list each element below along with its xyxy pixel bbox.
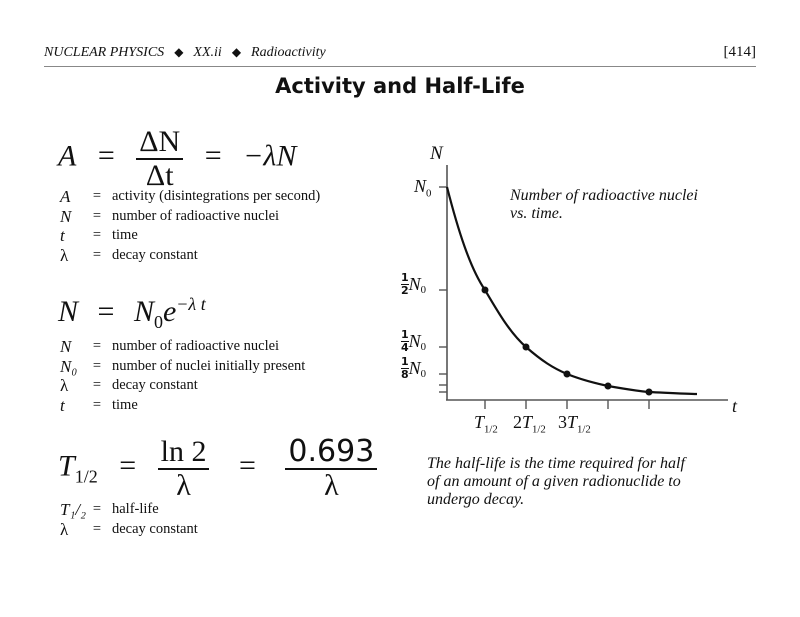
eq-lhs: A — [58, 139, 77, 173]
def-eq: = — [92, 501, 102, 517]
def-eq: = — [92, 188, 102, 204]
def-text: time — [112, 396, 138, 413]
data-points — [482, 287, 653, 396]
def-text: half-life — [112, 501, 159, 517]
tick-symbol: N — [414, 176, 427, 196]
def-symbol: N — [60, 337, 72, 356]
caption-line: of an amount of a given radionuclide to — [427, 473, 681, 490]
tick-fraction — [401, 356, 409, 380]
x-axis-label: t — [732, 396, 738, 416]
breadcrumb-subsection: XX.ii — [193, 45, 222, 60]
tick-symbol: T — [522, 412, 533, 432]
def-text: decay constant — [112, 246, 198, 263]
tick-fraction — [401, 272, 409, 296]
tick-sub: 0 — [420, 368, 427, 381]
eq-denominator: λ — [176, 468, 191, 502]
tick-symbol: N — [408, 357, 421, 378]
page-number: [414] — [723, 44, 756, 60]
tick-den: 4 — [401, 340, 409, 354]
eq-denominator: λ — [324, 468, 339, 502]
eq-lhs: T — [58, 449, 75, 483]
eq-equals: = — [97, 139, 115, 173]
eq-e: e — [162, 295, 177, 328]
def-eq: = — [92, 207, 102, 224]
x-ticks — [485, 400, 649, 409]
breadcrumb-topic: Radioactivity — [251, 45, 326, 60]
def-symbol: T₁/₂ — [60, 500, 86, 519]
tick-symbol: T — [567, 412, 578, 432]
def-symbol: λ — [60, 519, 69, 539]
eq-numerator: ΔN — [136, 126, 183, 160]
eq-lhs: N — [58, 295, 79, 328]
eq-base: N — [133, 295, 154, 328]
def-symbol: N₀ — [60, 356, 78, 376]
eq-exponent: −λ t — [176, 294, 206, 314]
tick-den: 2 — [401, 283, 409, 297]
tick-sub: 0 — [426, 187, 432, 200]
eq-lhs-sub: 1/2 — [74, 466, 98, 487]
tick-sub: 0 — [420, 341, 427, 354]
tick-num: 1 — [401, 355, 409, 368]
def-symbol: λ — [60, 376, 69, 395]
def-eq: = — [92, 338, 102, 354]
y-tick-label-n0 — [414, 176, 431, 200]
def-text: number of nuclei initially present — [112, 357, 306, 374]
tick-sub: 1/2 — [577, 423, 591, 436]
tick-symbol: N — [408, 330, 421, 351]
x-tick-label-1 — [474, 412, 498, 436]
tick-symbol: T — [474, 412, 485, 432]
def-symbol: t — [60, 226, 65, 245]
eq-numerator: 0.693 — [285, 436, 377, 470]
eq-equals: = — [204, 139, 222, 173]
tick-coef: 2 — [513, 412, 522, 432]
def-text: number of radioactive nuclei — [112, 338, 280, 354]
y-tick-label-eighth — [401, 356, 426, 380]
tick-sub: 0 — [420, 284, 427, 297]
tick-symbol: N — [408, 273, 421, 294]
def-text: activity (disintegrations per second) — [112, 188, 321, 204]
tick-fraction — [401, 329, 409, 353]
def-eq: = — [92, 377, 102, 393]
y-ticks — [439, 187, 447, 392]
def-text: time — [112, 227, 138, 243]
def-symbol: λ — [60, 245, 69, 265]
eq-numerator: ln 2 — [158, 436, 210, 470]
def-text: decay constant — [112, 377, 198, 393]
bullet-icon: ◆ — [174, 45, 184, 59]
page-title: Activity and Half-Life — [275, 74, 525, 98]
annotation-line: vs. time. — [510, 205, 563, 222]
breadcrumb-section: NUCLEAR PHYSICS — [44, 45, 165, 60]
def-symbol: A — [60, 187, 71, 206]
tick-sub: 1/2 — [532, 423, 546, 436]
def-eq: = — [92, 520, 102, 537]
chart-annotation — [510, 187, 698, 223]
y-tick-label-half — [401, 272, 426, 296]
half-life-caption — [427, 455, 685, 509]
annotation-line: Number of radioactive nuclei — [510, 187, 698, 204]
eq-equals: = — [119, 449, 137, 483]
def-symbol: N — [60, 206, 72, 226]
y-axis-label: N — [430, 143, 443, 164]
tick-num: 1 — [401, 328, 409, 341]
tick-coef: 3 — [558, 412, 567, 432]
tick-sub: 1/2 — [484, 423, 498, 436]
eq-rhs: −λN — [243, 139, 297, 173]
eq-equals: = — [238, 449, 256, 483]
tick-den: 8 — [401, 367, 409, 381]
x-tick-label-3 — [558, 412, 591, 436]
def-text: number of radioactive nuclei — [112, 207, 280, 224]
tick-num: 1 — [401, 271, 409, 284]
eq-equals: = — [97, 295, 115, 328]
bullet-icon: ◆ — [231, 45, 242, 59]
def-symbol: t — [60, 395, 65, 415]
def-eq: = — [92, 396, 102, 413]
eq-denominator: Δt — [145, 158, 174, 192]
x-tick-label-2 — [513, 412, 546, 436]
def-eq: = — [92, 246, 102, 263]
caption-line: The half-life is the time required for half — [427, 455, 685, 472]
eq-base-sub: 0 — [153, 312, 163, 332]
def-eq: = — [92, 227, 102, 243]
y-tick-label-quarter — [401, 329, 426, 353]
def-eq: = — [92, 357, 102, 374]
caption-line: undergo decay. — [427, 491, 525, 508]
def-text: decay constant — [112, 520, 198, 537]
